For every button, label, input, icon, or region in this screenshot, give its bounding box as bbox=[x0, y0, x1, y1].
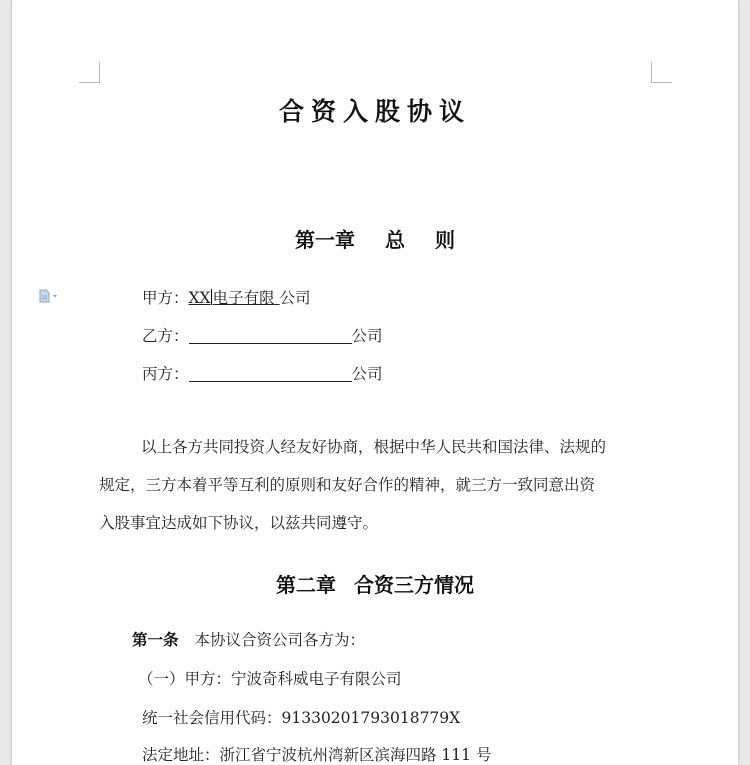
intro-paragraph[interactable] bbox=[99, 428, 659, 542]
crop-mark-top-left bbox=[79, 62, 100, 83]
chapter-2-heading bbox=[12, 569, 738, 598]
party-a-detail-name[interactable]: （一）甲方：宁波奇科威电子有限公司 bbox=[138, 670, 402, 688]
party-b-label: 乙方： bbox=[142, 327, 189, 345]
chapter-1-word1: 总 bbox=[385, 228, 405, 252]
party-c-suffix: 公司 bbox=[351, 365, 383, 383]
party-a-credit-code[interactable]: 统一社会信用代码：91330201793018779X bbox=[142, 709, 461, 727]
party-a-value[interactable] bbox=[189, 289, 280, 307]
document-page bbox=[12, 0, 738, 765]
document-menu-icon[interactable] bbox=[38, 288, 60, 302]
party-c-label: 丙方： bbox=[142, 365, 189, 383]
intro-line-1: 以上各方共同投资人经友好协商，根据中华人民共和国法律、法规的 bbox=[141, 438, 607, 456]
intro-line-3: 入股事宜达成如下协议，以兹共同遵守。 bbox=[99, 514, 379, 532]
party-a-line[interactable] bbox=[142, 286, 311, 308]
chapter-2-prefix: 第二章 bbox=[276, 573, 336, 597]
chapter-1-heading bbox=[12, 224, 738, 253]
crop-mark-top-right bbox=[651, 62, 672, 83]
article-1[interactable] bbox=[132, 628, 365, 650]
party-a-value-part1: XX bbox=[188, 289, 211, 307]
intro-line-2: 规定，三方本着平等互利的原则和友好合作的精神，就三方一致同意出资 bbox=[99, 476, 596, 494]
party-b-line[interactable] bbox=[142, 324, 383, 346]
party-a-label: 甲方： bbox=[142, 289, 189, 307]
chapter-1-word2: 则 bbox=[435, 228, 455, 252]
article-1-text: 本协议合资公司各方为： bbox=[194, 631, 366, 649]
document-title: 合资入股协议 bbox=[278, 97, 471, 126]
chapter-2-name: 合资三方情况 bbox=[354, 573, 474, 597]
party-b-blank[interactable] bbox=[189, 327, 352, 344]
party-a-address[interactable]: 法定地址：浙江省宁波杭州湾新区滨海四路 111 号 bbox=[142, 746, 492, 764]
party-a-value-part2: 电子有限 bbox=[212, 289, 275, 307]
party-b-suffix: 公司 bbox=[351, 327, 383, 345]
article-1-label: 第一条 bbox=[132, 630, 179, 649]
party-c-line[interactable] bbox=[142, 362, 383, 384]
party-a-suffix: 公司 bbox=[279, 289, 311, 307]
party-c-blank[interactable] bbox=[189, 365, 352, 382]
chapter-1-prefix: 第一章 bbox=[295, 228, 355, 252]
